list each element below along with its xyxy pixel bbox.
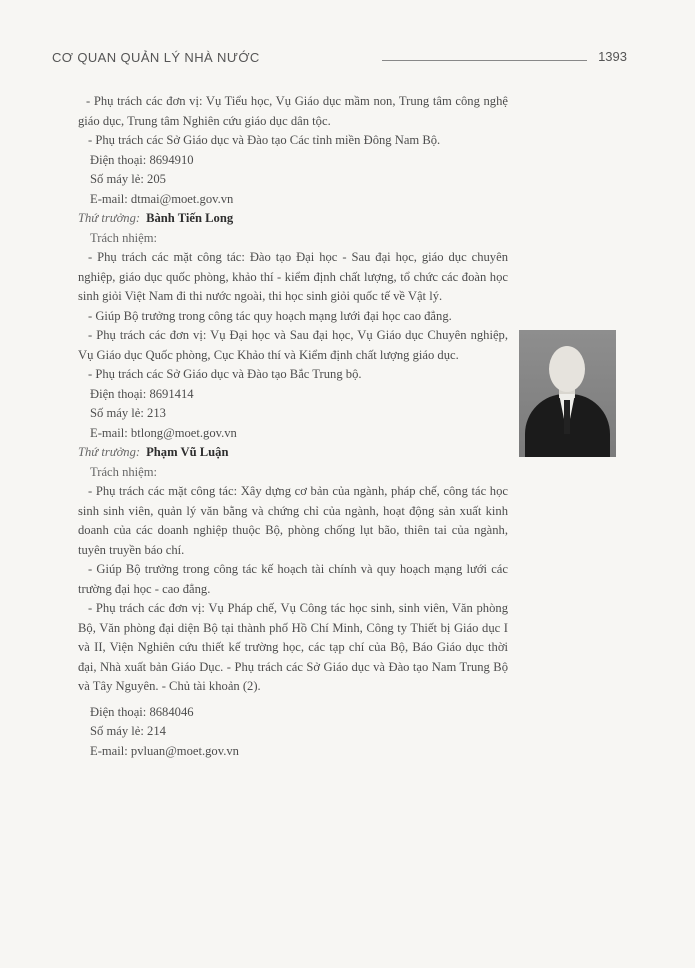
duty-paragraph: - Phụ trách các Sở Giáo dục và Đào tạo Bắc Trung bộ.: [88, 367, 362, 381]
duty-paragraph: - Giúp Bộ trưởng trong công tác kế hoạch tài chính và quy hoạch mạng lưới các trường đại học - cao đẳng.: [78, 562, 508, 596]
extension-line: Số máy lẻ: 214: [90, 724, 166, 738]
duty-paragraph: - Giúp Bộ trưởng trong công tác quy hoạch mạng lưới đại học cao đẳng.: [88, 308, 452, 323]
extension-line: Số máy lẻ: 205: [90, 172, 166, 186]
page-number: 1393: [598, 49, 627, 64]
email-line: E-mail: dtmai@moet.gov.vn: [90, 191, 234, 206]
duty-paragraph: - Phụ trách các mặt công tác: Xây dựng cơ bản của ngành, pháp chế, công tác học sinh sinh viên, quản lý văn bằng và chứng chỉ của ngành, hoạt động sản xuất kinh doanh của các doanh nghiệp thuộc Bộ, phòng chống lụt bão, thiên tai của ngành, tuyên truyền báo chí.: [78, 484, 508, 557]
role-label: Thứ trưởng:: [78, 211, 141, 225]
page-content: [78, 92, 508, 761]
extension-line: Số máy lẻ: 213: [90, 406, 166, 420]
phone-line: Điện thoại: 8691414: [90, 386, 194, 401]
responsibility-label: Trách nhiệm:: [90, 230, 158, 245]
intro-paragraph: - Phụ trách các đơn vị: Vụ Tiểu học, Vụ Giáo dục mầm non, Trung tâm công nghệ giáo dục, Trung tâm Nghiên cứu giáo dục dân tộc.: [78, 94, 508, 128]
intro-paragraph: - Phụ trách các Sở Giáo dục và Đào tạo Các tỉnh miền Đông Nam Bộ.: [88, 133, 441, 147]
duty-paragraph: - Phụ trách các mặt công tác: Đào tạo Đại học - Sau đại học, giáo dục chuyên nghiệp, giáo dục quốc phòng, khảo thí - kiểm định chất lượng, tổ chức các đoàn học sinh giỏi Việt Nam đi thi nước ngoài, thi học sinh giỏi quốc tế về Vật lý.: [78, 250, 508, 303]
phone-line: Điện thoại: 8694910: [90, 152, 194, 167]
page-header: [52, 50, 627, 72]
role-label: Thứ trưởng:: [78, 445, 141, 459]
email-line: E-mail: pvluan@moet.gov.vn: [90, 743, 239, 758]
responsibility-label: Trách nhiệm:: [90, 464, 158, 479]
deputy-heading: [78, 209, 508, 229]
running-header-title: CƠ QUAN QUẢN LÝ NHÀ NƯỚC: [52, 50, 260, 65]
header-rule: [382, 60, 587, 61]
portrait-photo: [519, 330, 616, 457]
email-line: E-mail: btlong@moet.gov.vn: [90, 425, 237, 440]
deputy-heading: [78, 443, 508, 463]
duty-paragraph: - Phụ trách các đơn vị: Vụ Đại học và Sau đại học, Vụ Giáo dục Chuyên nghiệp, Vụ Giáo dục Quốc phòng, Cục Khảo thí và Kiểm định chất lượng giáo dục.: [78, 328, 508, 362]
duty-paragraph: - Phụ trách các đơn vị: Vụ Pháp chế, Vụ Công tác học sinh, sinh viên, Văn phòng Bộ, Văn phòng đại diện Bộ tại thành phố Hồ Chí Minh, Công ty Thiết bị Giáo dục I và II, Viện Nghiên cứu thiết kế trường học, các tạp chí của Bộ, Báo Giáo dục thời đại, Nhà xuất bản Giáo Dục. - Phụ trách các Sở Giáo dục và Đào tạo Nam Trung Bộ và Tây Nguyên. - Chủ tài khoản (2).: [78, 601, 508, 693]
deputy-name: Bành Tiến Long: [146, 211, 234, 225]
deputy-name: Phạm Vũ Luận: [146, 445, 229, 459]
phone-line: Điện thoại: 8684046: [90, 704, 194, 719]
